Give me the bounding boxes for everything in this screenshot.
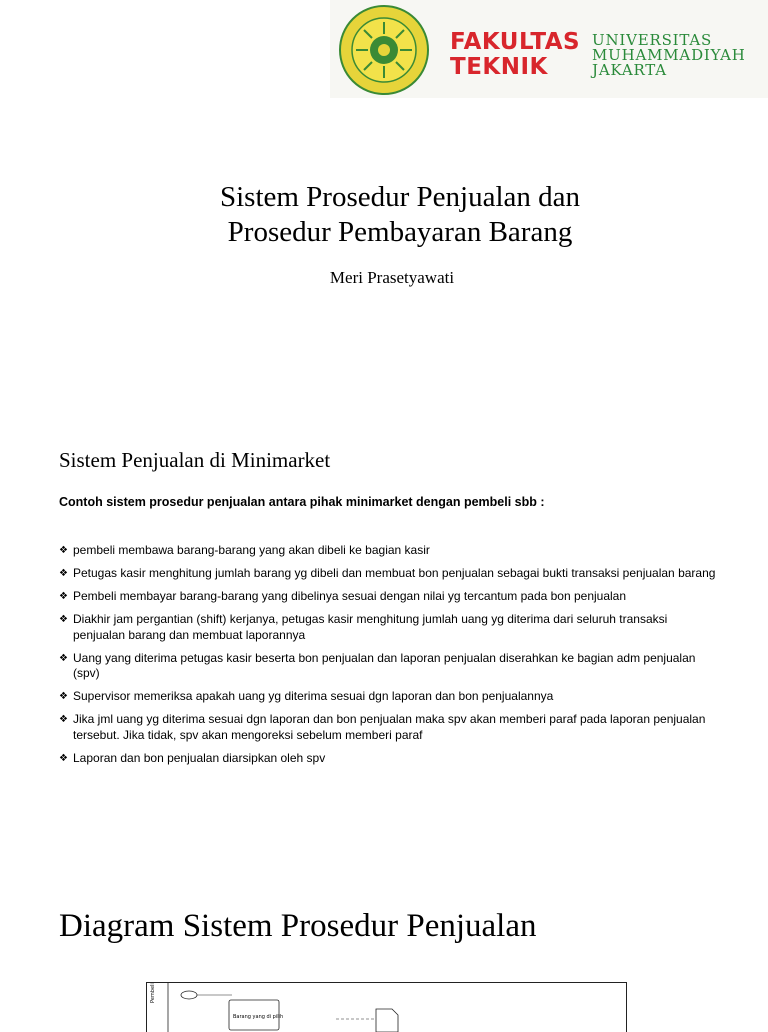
list-item-text: Pembeli membayar barang-barang yang dibelinya sesuai dengan nilai yg tercantum pada bon penjualan [73, 589, 626, 603]
list-item-text: Jika jml uang yg diterima sesuai dgn laporan dan bon penjualan maka spv akan memberi paraf pada laporan penjualan tersebut. Jika tidak, spv akan mengoreksi sebelum memberi paraf [73, 712, 705, 742]
list-item-text: Uang yang diterima petugas kasir beserta bon penjualan dan laporan penjualan diserahkan ke bagian adm penjualan (spv) [73, 651, 695, 681]
diamond-bullet-icon: ❖ [59, 612, 68, 628]
list-item [59, 751, 719, 767]
author-name: Meri Prasetyawati [0, 268, 768, 288]
university-seal-logo [338, 4, 430, 96]
title-line1: Sistem Prosedur Penjualan dan [0, 180, 768, 215]
lead-paragraph: Contoh sistem prosedur penjualan antara pihak minimarket dengan pembeli sbb : [59, 495, 545, 509]
list-item-text: Petugas kasir menghitung jumlah barang yg dibeli dan membuat bon penjualan sebagai bukti transaksi penjualan barang [73, 566, 715, 580]
faculty-logo-banner [330, 0, 768, 98]
faculty-name-line2: TEKNIK [450, 55, 580, 80]
presentation-title [0, 180, 768, 250]
diamond-bullet-icon: ❖ [59, 589, 68, 605]
university-name-line2: MUHAMMADIYAH [592, 48, 746, 63]
process-node-label: Barang yang di pilih [233, 1014, 283, 1020]
list-item [59, 566, 719, 582]
diamond-bullet-icon: ❖ [59, 651, 68, 667]
list-item [59, 543, 719, 559]
flowchart-diagram [146, 982, 627, 1032]
university-name-line3: JAKARTA [592, 63, 746, 78]
list-item [59, 712, 719, 743]
swimlane-label: Pembeli [150, 983, 156, 1003]
list-item-text: Diakhir jam pergantian (shift) kerjanya, petugas kasir menghitung jumlah uang yg diterima dari seluruh transaksi penjualan barang dan membuat laporannya [73, 612, 667, 642]
faculty-name-line1: FAKULTAS [450, 30, 580, 55]
diamond-bullet-icon: ❖ [59, 712, 68, 728]
start-node [181, 991, 197, 999]
university-name-line1: UNIVERSITAS [592, 33, 746, 48]
list-item-text: pembeli membawa barang-barang yang akan dibeli ke bagian kasir [73, 543, 430, 557]
list-item-text: Laporan dan bon penjualan diarsipkan oleh spv [73, 751, 325, 765]
diamond-bullet-icon: ❖ [59, 566, 68, 582]
list-item [59, 651, 719, 682]
list-item [59, 589, 719, 605]
diamond-bullet-icon: ❖ [59, 689, 68, 705]
list-item [59, 689, 719, 705]
document-node [376, 1009, 398, 1032]
diamond-bullet-icon: ❖ [59, 543, 68, 559]
faculty-name [450, 30, 580, 80]
section-heading: Sistem Penjualan di Minimarket [59, 448, 330, 473]
university-name [592, 33, 746, 78]
diagram-heading: Diagram Sistem Prosedur Penjualan [59, 908, 537, 945]
list-item [59, 612, 719, 643]
diamond-bullet-icon: ❖ [59, 751, 68, 767]
bullet-list [59, 543, 719, 774]
title-line2: Prosedur Pembayaran Barang [0, 215, 768, 250]
list-item-text: Supervisor memeriksa apakah uang yg diterima sesuai dgn laporan dan bon penjualannya [73, 689, 553, 703]
